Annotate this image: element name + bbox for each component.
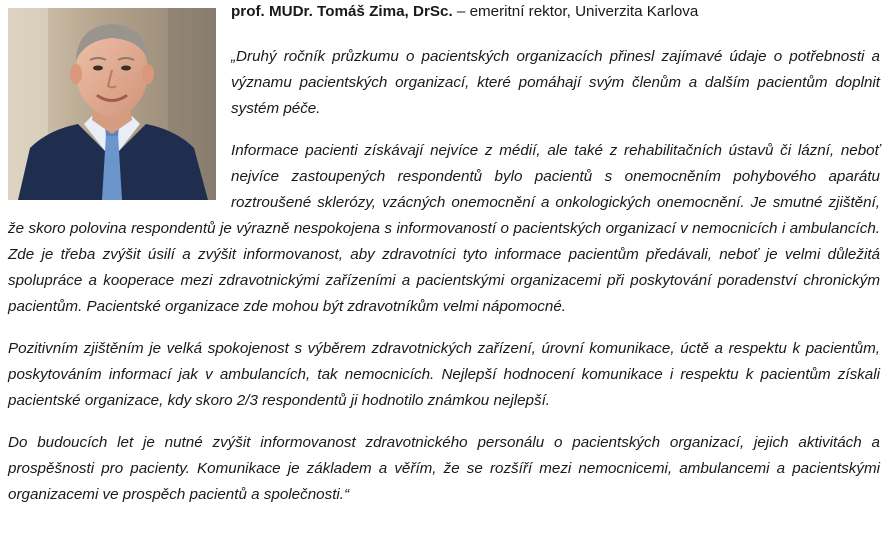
photo-wrap-spacer	[8, 44, 231, 204]
speaker-separator: –	[452, 3, 470, 20]
quote-paragraph-4: Do budoucích let je nutné zvýšit informovanost zdravotnického personálu o pacientských organizací, jejich aktivitách a prospěšnosti pro pacienty. Komunikace je základem a věřím, že se rozšíří mezi nemocnicemi, ambulancemi a pacientskými organizacemi ve prospěch pacientů a společnosti.“	[8, 434, 880, 503]
speaker-heading	[231, 2, 881, 22]
speaker-name: prof. MUDr. Tomáš Zima, DrSc.	[231, 3, 453, 20]
quote-paragraph-3: Pozitivním zjištěním je velká spokojenost s výběrem zdravotnických zařízení, úrovní komunikace, úctě a respektu k pacientům, poskytováním informací jak v ambulancích, tak nemocnicích. Nejlepší hodnocení komunikace i respektu k pacientům získali pacientské organizace, kdy skoro 2/3 respondentů ji hodnotilo známkou nejlepší.	[8, 340, 880, 409]
speaker-role: emeritní rektor, Univerzita Karlova	[469, 3, 699, 20]
quote-paragraph-2: Informace pacienti získávají nejvíce z médií, ale také z rehabilitačních ústavů či lázní, neboť nejvíce zastoupených respondentů bylo pacientů s onemocněním pohybového aparátu roztroušené sklerózy, vzácných onemocnění a onkologických onemocnění. Je smutné zjištění, že skoro polovina respondentů je výrazně nespokojena s informovaností o pacientských organizací v nemocnicích i ambulancích. Zde je třeba zvýšit úsilí a zvýšit informovanost, aby zdravotníci tyto informace pacientům předávali, neboť je velmi důležitá spolupráce a kooperace mezi zdravotnickými zařízeními a pacientskými organizacemi při poskytování poradenství chronickým pacientům. Pacientské organizace zde mohou být zdravotníkům velmi nápomocné.	[8, 142, 880, 315]
quote-paragraph-1: „Druhý ročník průzkumu o pacientských organizacích přinesl zajímavé údaje o potřebnosti a významu pacientských organizací, které pomáhají svým členům a dalším pacientům doplnit systém péče.	[231, 48, 880, 117]
quote-body	[8, 44, 880, 508]
